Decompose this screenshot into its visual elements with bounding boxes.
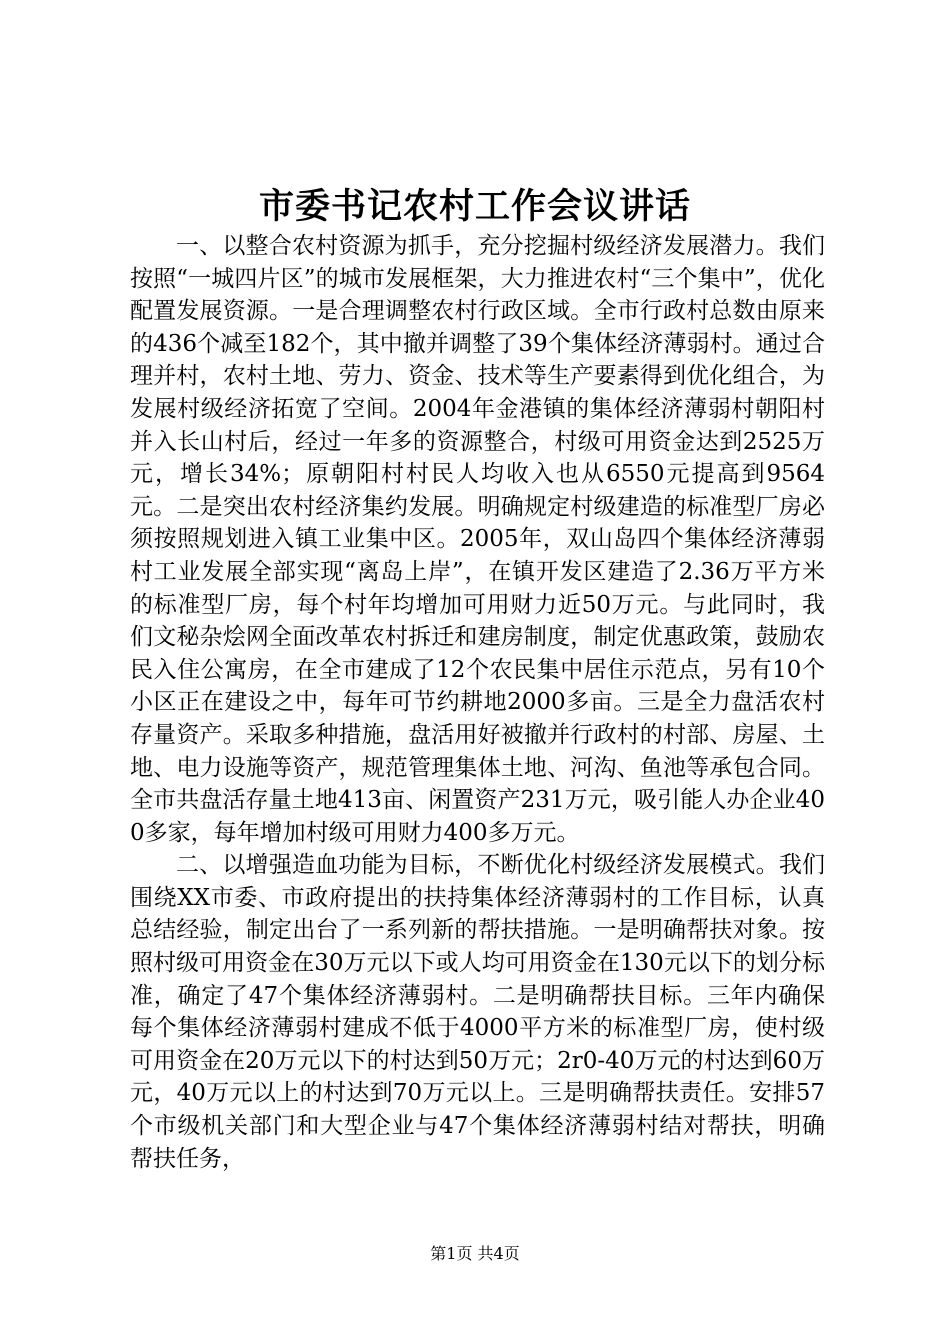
document-body (130, 230, 825, 1175)
paragraph-1: 一、以整合农村资源为抓手，充分挖掘村级经济发展潜力。我们按照“一城四片区”的城市发展框架，大力推进农村“三个集中”，优化配置发展资源。一是合理调整农村行政区域。全市行政村总数由原来的436个减至182个，其中撤并调整了39个集体经济薄弱村。通过合理并村，农村土地、劳力、资金、技术等生产要素得到优化组合，为发展村级经济拓宽了空间。2004年金港镇的集体经济薄弱村朝阳村并入长山村后，经过一年多的资源整合，村级可用资金达到2525万元，增长34%；原朝阳村村民人均收入也从6550元提高到9564元。二是突出农村经济集约发展。明确规定村级建造的标准型厂房必须按照规划进入镇工业集中区。2005年，双山岛四个集体经济薄弱村工业发展全部实现“离岛上岸”，在镇开发区建造了2.36万平方米的标准型厂房，每个村年均增加可用财力近50万元。与此同时，我们文秘杂烩网全面改革农村拆迁和建房制度，制定优惠政策，鼓励农民入住公寓房，在全市建成了12个农民集中居住示范点，另有10个小区正在建设之中，每年可节约耕地2000多亩。三是全力盘活农村存量资产。采取多种措施，盘活用好被撤并行政村的村部、房屋、土地、电力设施等资产，规范管理集体土地、河沟、鱼池等承包合同。全市共盘活存量土地413亩、闲置资产231万元，吸引能人办企业400多家，每年增加村级可用财力400多万元。 (130, 233, 825, 846)
page-number-footer: 第1页 共4页 (430, 1244, 520, 1263)
paragraph-2: 二、以增强造血功能为目标，不断优化村级经济发展模式。我们围绕XX市委、市政府提出的扶持集体经济薄弱村的工作目标，认真总结经验，制定出台了一系列新的帮扶措施。一是明确帮扶对象。按照村级可用资金在30万元以下或人均可用资金在130元以下的划分标准，确定了47个集体经济薄弱村。二是明确帮扶目标。三年内确保每个集体经济薄弱村建成不低于4000平方米的标准型厂房，使村级可用资金在20万元以下的村达到50万元；2r0-40万元的村达到60万元，40万元以上的村达到70万元以上。三是明确帮扶责任。安排57个市级机关部门和大型企业与47个集体经济薄弱村结对帮扶，明确帮扶任务， (130, 852, 825, 1172)
document-title: 市委书记农村工作会议讲话 (258, 186, 691, 227)
